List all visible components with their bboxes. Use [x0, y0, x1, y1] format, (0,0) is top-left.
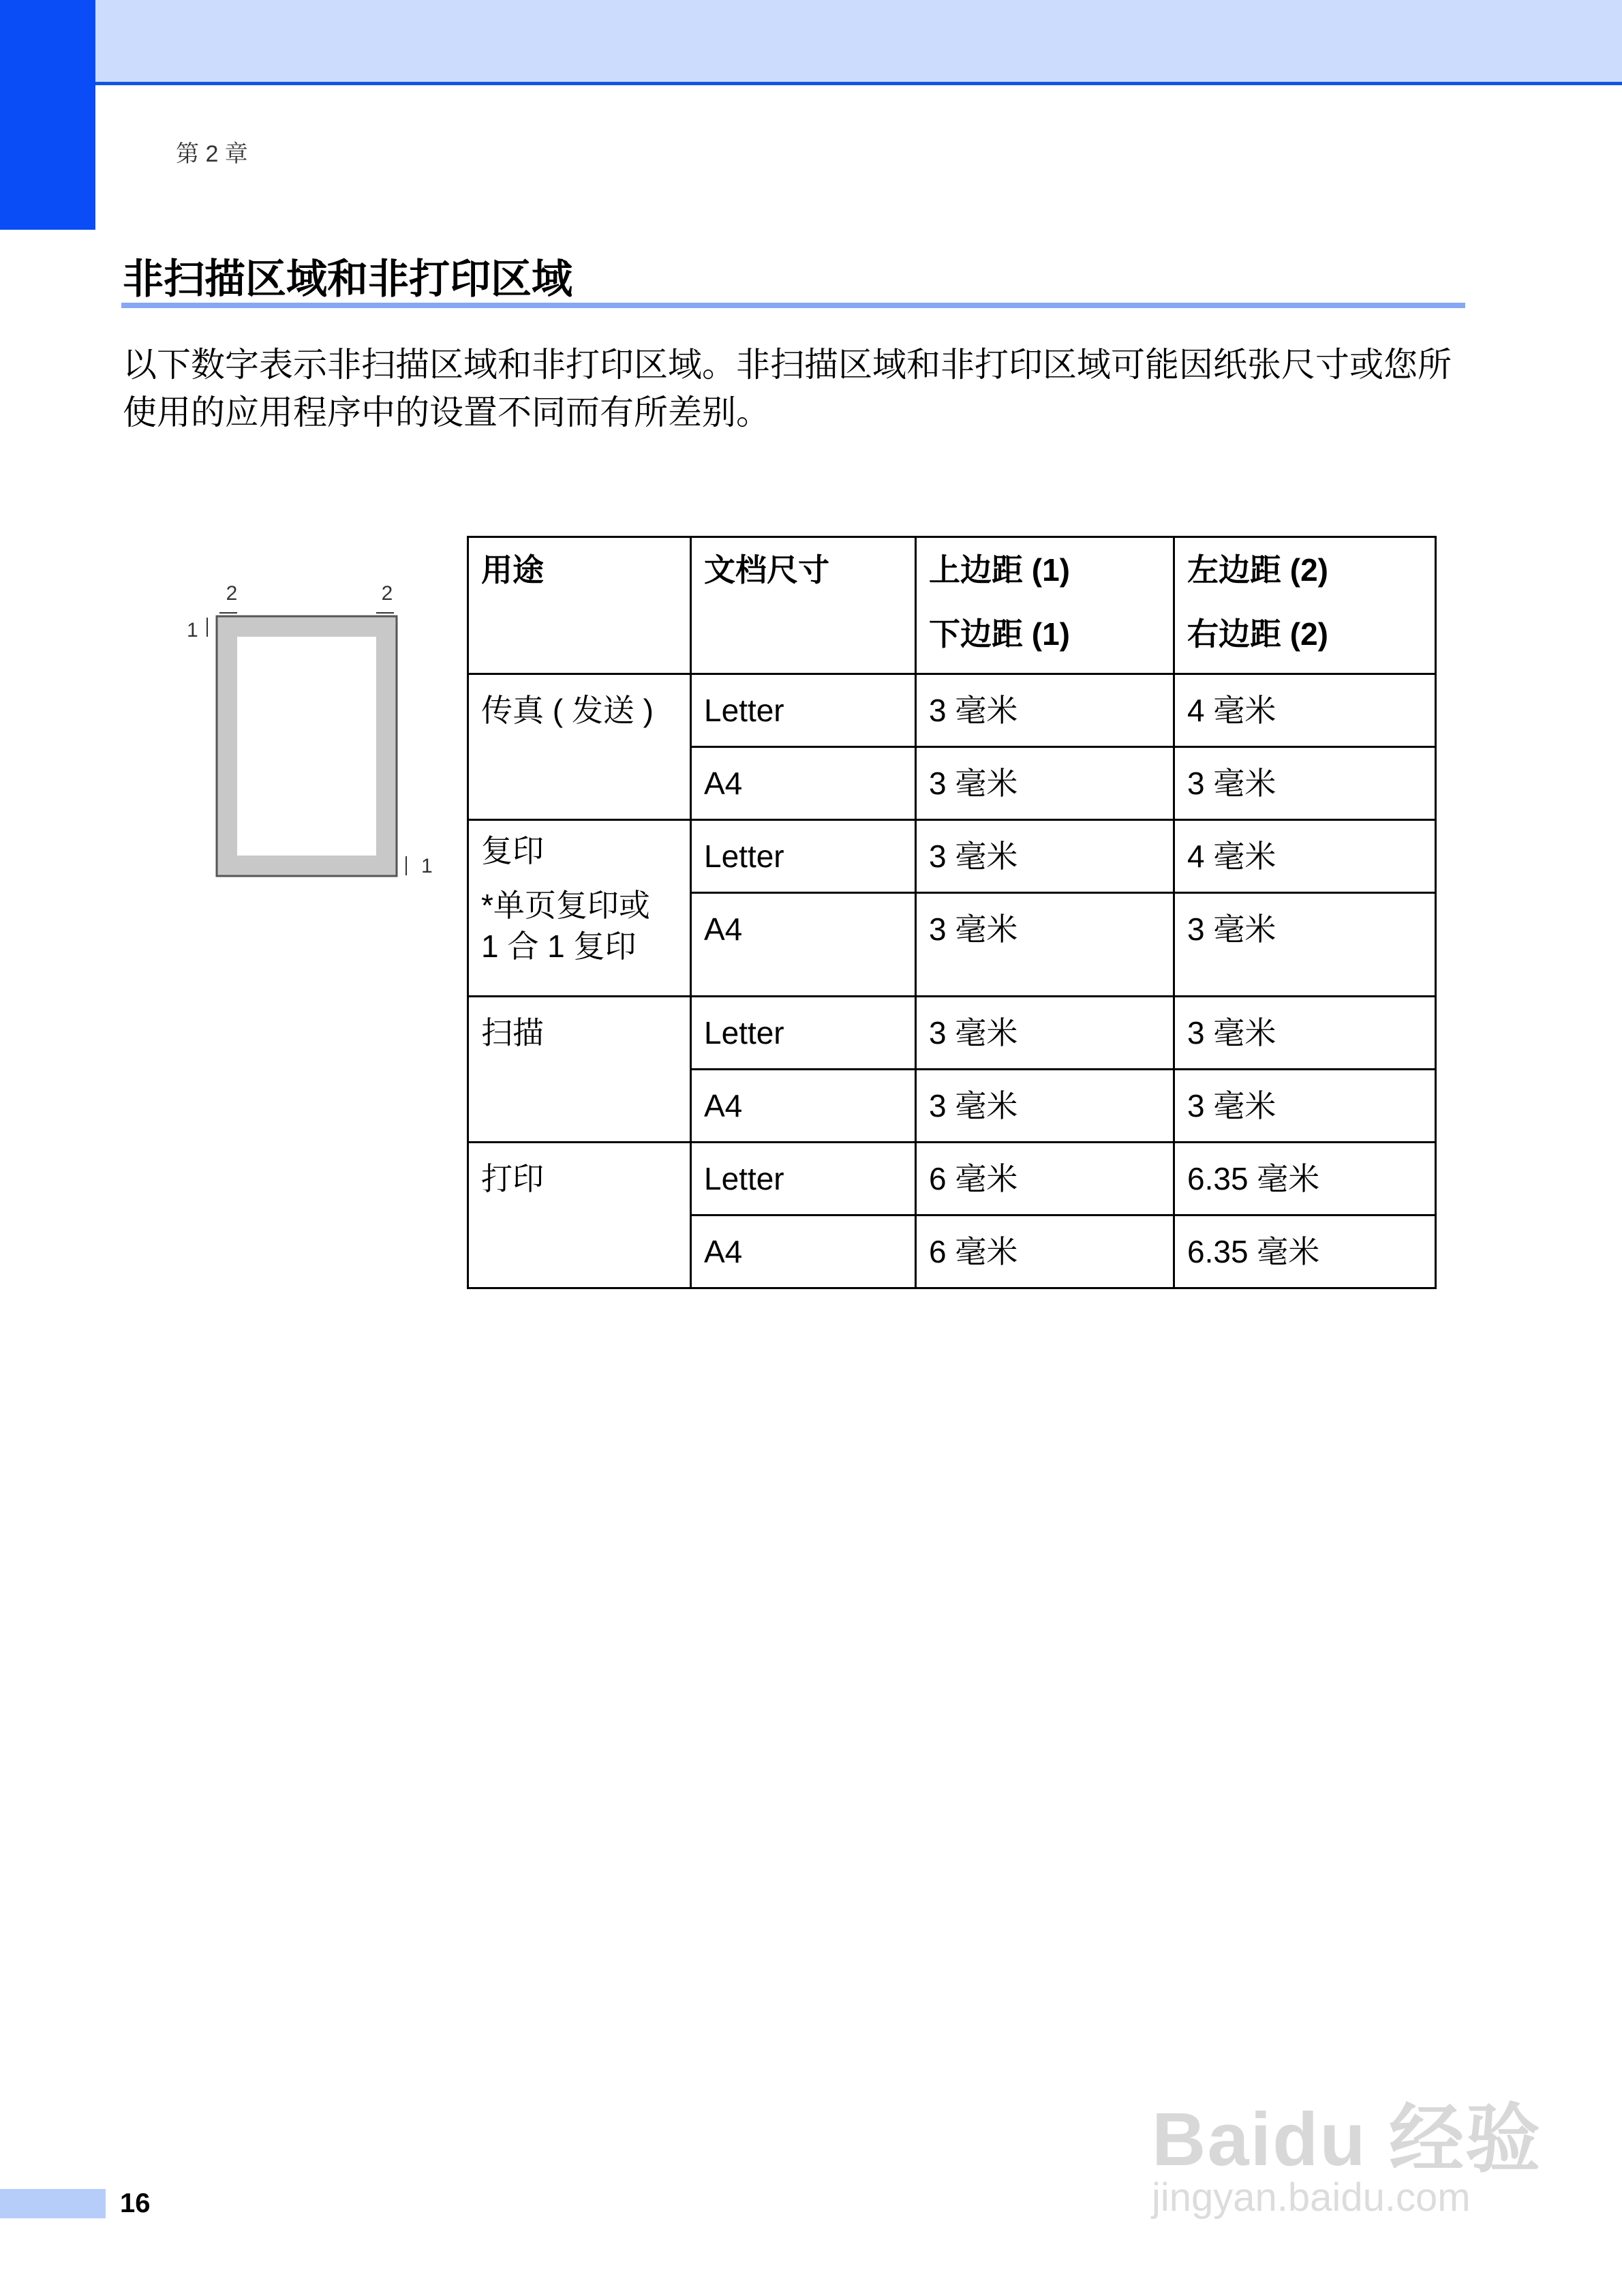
margins-table	[467, 536, 1437, 1289]
header-use: 用途	[468, 537, 691, 674]
section-title: 非扫描区域和非打印区域	[123, 256, 572, 302]
left-margin-label: 2	[226, 582, 238, 605]
tb-cell: 3 毫米	[916, 747, 1174, 820]
size-cell: A4	[691, 1070, 916, 1143]
table-row	[468, 820, 1436, 893]
size-cell: A4	[691, 1215, 916, 1288]
lr-cell: 3 毫米	[1174, 997, 1436, 1070]
size-cell: A4	[691, 747, 916, 820]
page-number-bar	[0, 2189, 106, 2218]
use-cell: 扫描	[468, 997, 691, 1143]
size-cell: Letter	[691, 820, 916, 893]
table-row	[468, 1143, 1436, 1215]
watermark-url: jingyan.baidu.com	[1152, 2175, 1471, 2220]
margin-diagram	[170, 573, 443, 900]
tb-cell: 6 毫米	[916, 1215, 1174, 1288]
header-doc-size: 文档尺寸	[691, 537, 916, 674]
tb-cell: 3 毫米	[916, 674, 1174, 747]
printable-area	[237, 637, 376, 856]
intro-paragraph: 以下数字表示非扫描区域和非打印区域。非扫描区域和非打印区域可能因纸张尺寸或您所使用的应用程序中的设置不同而有所差别。	[123, 346, 1452, 432]
lr-cell: 6.35 毫米	[1174, 1143, 1436, 1215]
tb-cell: 6 毫米	[916, 1143, 1174, 1215]
tb-cell: 3 毫米	[916, 820, 1174, 893]
size-cell: Letter	[691, 674, 916, 747]
table-row	[468, 997, 1436, 1070]
lr-cell: 4 毫米	[1174, 674, 1436, 747]
lr-cell: 3 毫米	[1174, 1070, 1436, 1143]
page-number: 16	[120, 2188, 151, 2218]
watermark-logo: Baidu 经验	[1152, 2098, 1542, 2181]
chapter-tab	[0, 0, 95, 230]
size-cell: Letter	[691, 1143, 916, 1215]
lr-cell: 6.35 毫米	[1174, 1215, 1436, 1288]
top-margin-label: 1	[187, 619, 198, 641]
use-cell: 复印 *单页复印或 1 合 1 复印	[468, 820, 691, 997]
use-cell: 打印	[468, 1143, 691, 1288]
header-left-right: 左边距 (2) 右边距 (2)	[1174, 537, 1436, 674]
header-top-bottom: 上边距 (1) 下边距 (1)	[916, 537, 1174, 674]
lr-cell: 3 毫米	[1174, 747, 1436, 820]
table-header-row	[468, 537, 1436, 674]
tb-cell: 3 毫米	[916, 1070, 1174, 1143]
lr-cell: 3 毫米	[1174, 893, 1436, 997]
title-underline	[121, 303, 1465, 308]
use-cell: 传真 ( 发送 )	[468, 674, 691, 820]
tb-cell: 3 毫米	[916, 893, 1174, 997]
lr-cell: 4 毫米	[1174, 820, 1436, 893]
right-margin-label: 2	[381, 582, 393, 605]
chapter-label: 第 2 章	[176, 141, 248, 167]
size-cell: Letter	[691, 997, 916, 1070]
bottom-margin-label: 1	[421, 855, 433, 877]
header-band	[95, 0, 1622, 85]
table-row	[468, 674, 1436, 747]
size-cell: A4	[691, 893, 916, 997]
tb-cell: 3 毫米	[916, 997, 1174, 1070]
